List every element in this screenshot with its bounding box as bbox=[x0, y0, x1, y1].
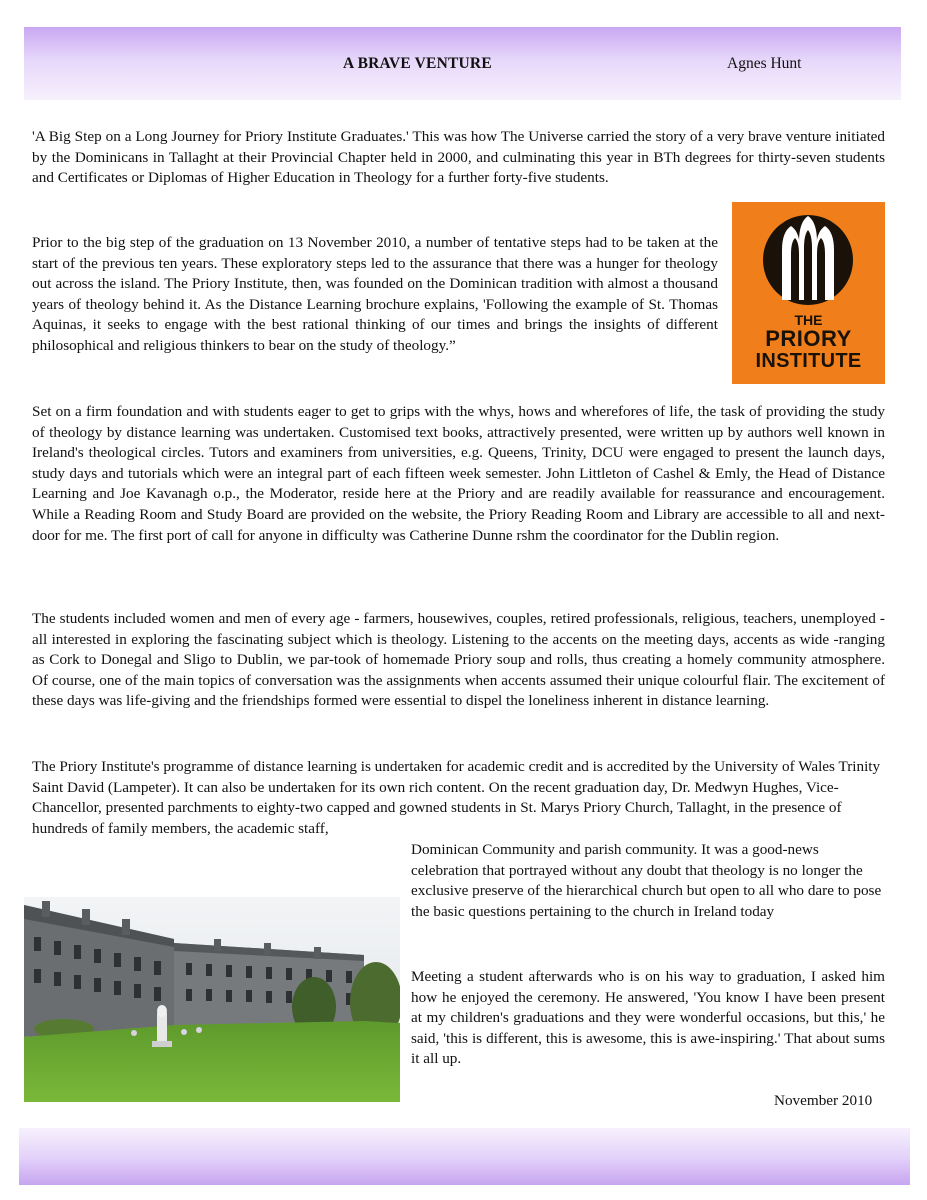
article-title: A BRAVE VENTURE bbox=[343, 55, 492, 72]
paragraph-accreditation: The Priory Institute's programme of distance learning is undertaken for academic credit and is accredited by the University of Wales Trinity Saint David (Lampeter). It can also be undertaken for its own rich content. On the recent graduation day, Dr. Medwyn Hughes, Vice- Chancellor, presented parchments to eighty-two capped and gowned students in St. Marys Priory Church, Tallaght, in the presence of hundreds of family members, the academic staff, bbox=[32, 758, 881, 837]
priory-arches-icon bbox=[732, 202, 885, 312]
logo-text-priory: PRIORY bbox=[765, 326, 852, 351]
footer-band bbox=[19, 1128, 910, 1185]
logo-text-the: THE bbox=[794, 312, 823, 328]
priory-institute-logo bbox=[732, 202, 885, 384]
paragraph-students: The students included women and men of every age - farmers, housewives, couples, retired professionals, religious, teachers, unemployed - all interested in exploring the fascinating subject which is theology. Listening to the accents on the meeting days, accents as wide -ranging as Cork to Donegal and Sligo to Dublin, we par-took of homemade Priory soup and rolls, thus creating a homely community atmosphere. Of course, one of the main topics of conversation was the assignments when accents assumed their unique colourful flair. The excitement of these days was life-giving and the friendships formed were essential to dispel the loneliness inherent in distance learning. bbox=[32, 610, 885, 710]
article-author: Agnes Hunt bbox=[727, 55, 802, 72]
paragraph-foundation: Set on a firm foundation and with students eager to get to grips with the whys, hows and wherefores of life, the task of providing the study of theology by distance learning was undertaken. Customised text books, attractively presented, were written up by authors well known in Ireland's theological circles. Tutors and examiners from universities, e.g. Queens, Trinity, DCU were engaged to present the launch days, study days and tutorials which were an integral part of each fifteen week semester. John Littleton of Cashel & Emly, the Head of Distance Learning and Joe Kavanagh o.p., the Moderator, reside here at the Priory and are readily available for reassurance and encouragement. While a Reading Room and Study Board are provided on the website, the Priory Reading Room and Library are accessible to all and next-door for me. The first port of call for anyone in difficulty was Catherine Dunne rshm the coordinator for the Dublin region. bbox=[32, 403, 885, 544]
priory-building-photo bbox=[24, 897, 400, 1102]
paragraph-intro: 'A Big Step on a Long Journey for Priory Institute Graduates.' This was how The Universe carried the story of a very brave venture initiated by the Dominicans in Tallaght at their Provincial Chapter held in 2000, and culminating this year in BTh degrees for thirty-seven students and Certificates or Diplomas of Higher Education in Theology for a further forty-five students. bbox=[32, 128, 885, 187]
logo-text-institute: INSTITUTE bbox=[755, 350, 862, 372]
paragraph-founding: Prior to the big step of the graduation on 13 November 2010, a number of tentative steps had to be taken at the start of the previous ten years. These exploratory steps led to the assurance that there was a hunger for theology out across the island. The Priory Institute, then, was founded on the Dominican tradition with almost a thousand years of theology behind it. As the Distance Learning brochure explains, 'Following the example of St. Thomas Aquinas, it seeks to engage with the best rational thinking of our times and brings the insights of different philosophical and religious thinkers to bear on the study of theology.” bbox=[32, 234, 718, 354]
paragraph-closing: Meeting a student afterwards who is on his way to graduation, I asked him how he enjoyed the ceremony. He answered, 'You know I have been present at my children's graduations and they were wonderful occasions, but this,' he said, 'this is different, this is awesome, this is awe-inspiring.' That about sums it all up. bbox=[411, 968, 885, 1068]
paragraph-accreditation-continued: Dominican Community and parish community. It was a good-news celebration that portrayed without any doubt that theology is no longer the exclusive preserve of the hierarchical church but open to all who dare to pose the basic questions pertaining to the church in Ireland today bbox=[411, 841, 882, 920]
article-date: November 2010 bbox=[774, 1092, 873, 1109]
